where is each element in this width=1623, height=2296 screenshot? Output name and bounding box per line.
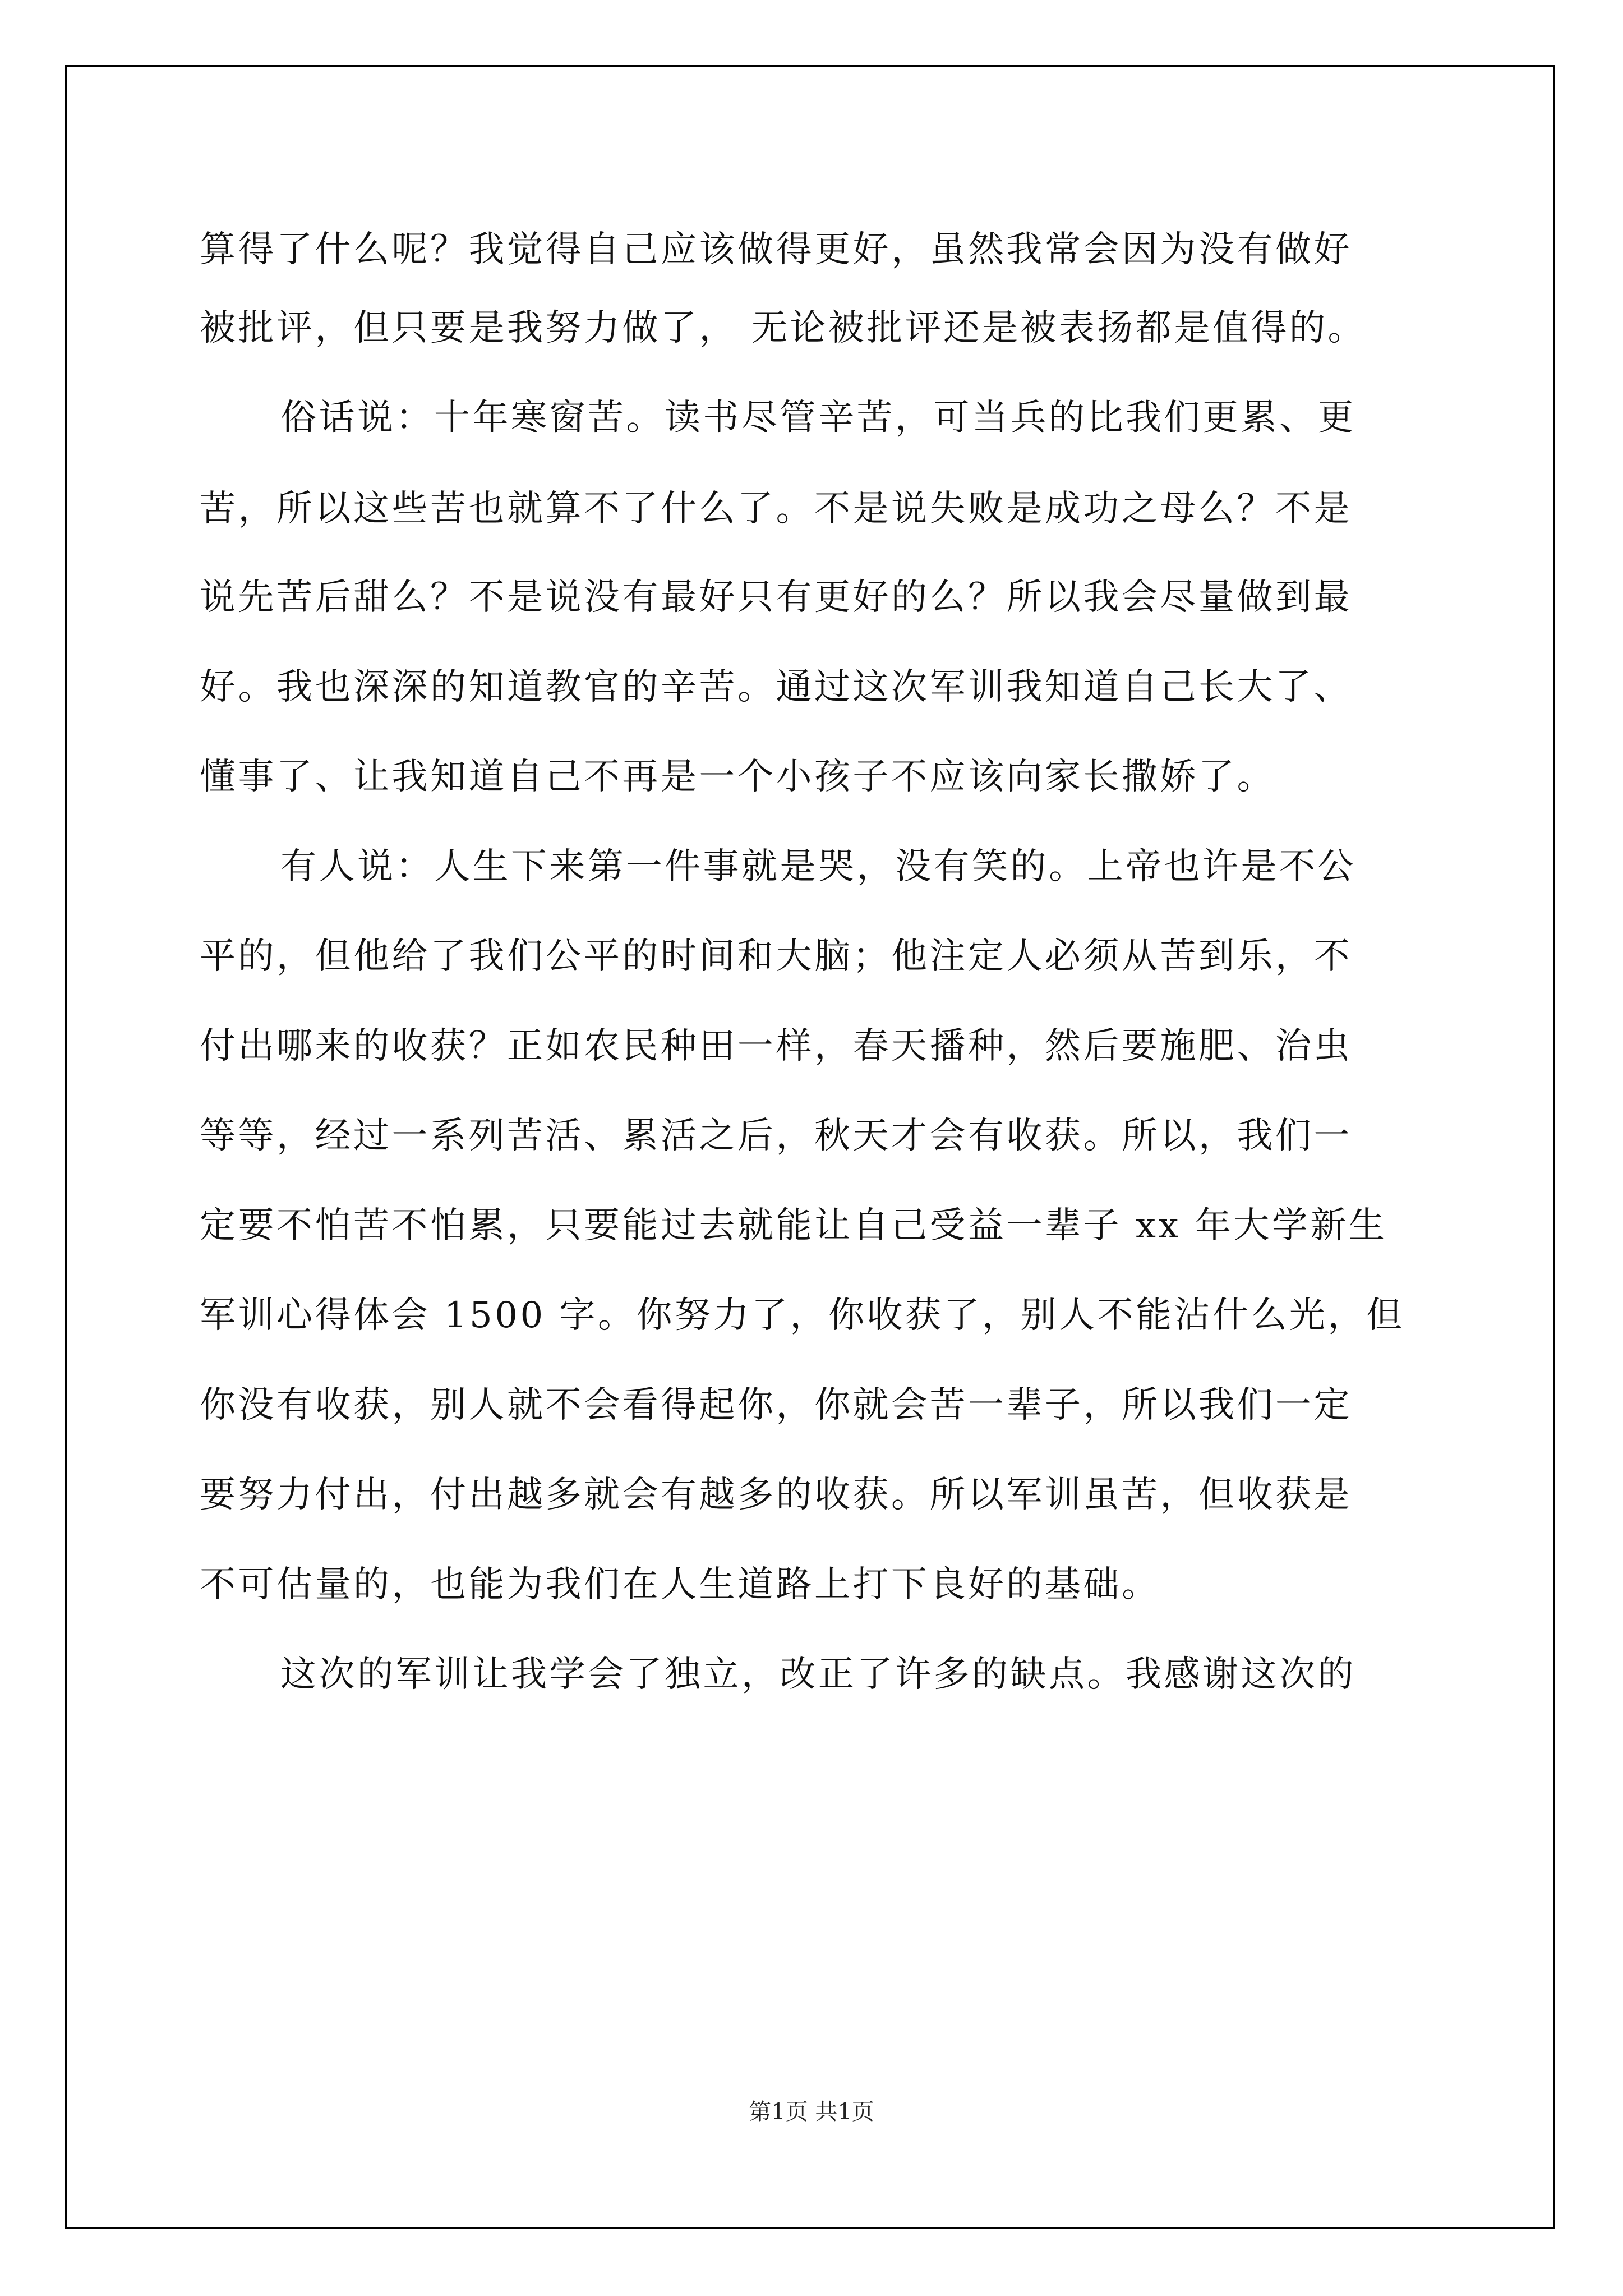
- text-line: 被批评，但只要是我努力做了， 无论被批评还是被表扬都是值得的。: [200, 307, 1366, 349]
- paragraph-first-line: 这次的军训让我学会了独立，改正了许多的缺点。我感谢这次的: [280, 1654, 1356, 1695]
- text-line: 等等，经过一系列苦活、累活之后，秋天才会有收获。所以，我们一: [200, 1115, 1352, 1157]
- text-line: 要努力付出，付出越多就会有越多的收获。所以军训虽苦，但收获是: [200, 1474, 1352, 1516]
- text-line: 你没有收获，别人就不会看得起你，你就会苦一辈子，所以我们一定: [200, 1384, 1352, 1426]
- text-line: 算得了什么呢？我觉得自己应该做得更好，虽然我常会因为没有做好: [200, 229, 1352, 270]
- page-number-footer: 第1页 共1页: [749, 2099, 874, 2125]
- text-line: 不可估量的，也能为我们在人生道路上打下良好的基础。: [200, 1564, 1160, 1605]
- text-line: 平的，但他给了我们公平的时间和大脑；他注定人必须从苦到乐，不: [200, 936, 1352, 977]
- text-line: 定要不怕苦不怕累，只要能过去就能让自己受益一辈子 xx 年大学新生: [200, 1205, 1387, 1246]
- text-line: 说先苦后甜么？不是说没有最好只有更好的么？所以我会尽量做到最: [200, 577, 1352, 618]
- paragraph-first-line: 有人说：人生下来第一件事就是哭，没有笑的。上帝也许是不公: [280, 846, 1356, 887]
- text-line: 懂事了、让我知道自己不再是一个小孩子不应该向家长撒娇了。: [200, 756, 1275, 798]
- text-line: 好。我也深深的知道教官的辛苦。通过这次军训我知道自己长大了、: [200, 666, 1352, 708]
- text-line: 苦，所以这些苦也就算不了什么了。不是说失败是成功之母么？不是: [200, 488, 1352, 530]
- paragraph-first-line: 俗话说：十年寒窗苦。读书尽管辛苦，可当兵的比我们更累、更: [280, 397, 1356, 439]
- text-line: 军训心得体会 1500 字。你努力了，你收获了，别人不能沾什么光，但: [200, 1295, 1405, 1336]
- text-line: 付出哪来的收获？正如农民种田一样，春天播种，然后要施肥、治虫: [200, 1025, 1352, 1067]
